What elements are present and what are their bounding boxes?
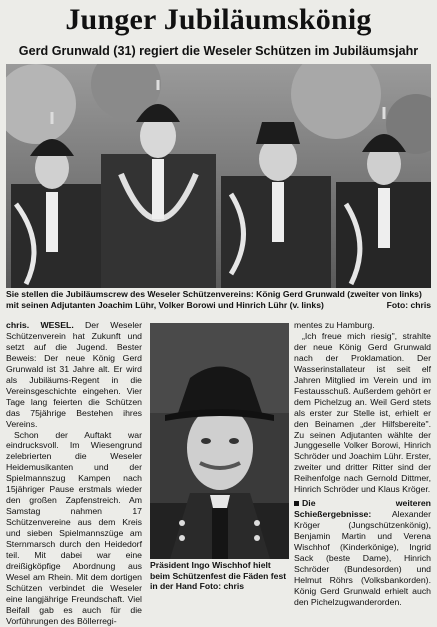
portrait-photo-image xyxy=(150,323,289,559)
paragraph: Schon der Auftakt war eindrucksvoll. Im Wiesengrund zelebrierten die Weseler Heidemusikanten und der Spielmannszug Kampen nach 15jähriger Pause erstmals wieder den großen Zapfenstreich. Am Samstag nahmen 17 Schützenvereine aus dem Kreis und sieben Spielmannszüge am Sternmarsch durch den Heidedorf teil. Mit dabei war eine dreißigköpfige Abordnung aus Wesel am Rhein. Mit dem dortigen Schützen verbindet die Weseler eine langjährige Freundschaft. Viel Beifall gab es auch für die Vorführungen des Böllerregi- xyxy=(6,429,142,626)
group-photo-caption xyxy=(6,289,431,310)
bullet-icon xyxy=(294,501,299,506)
results-heading: Die weiteren Schießergebnisse: xyxy=(294,498,431,520)
paragraph: „Ich freue mich riesig", strahlte der neue König Gerd Grunwald nach der Proklamation. Der Wasserinstallateur ist seit elf Jahren Mitglied im Verein und im Festausschuß. Außerdem gehört er dem Pichelzug an. Weil Gerd stets als erster zur Stelle ist, erhielt er den Beinamen „der Hilfsbereite". Zu seinen Adjutanten wählte der Junggeselle Volker Borowi, Hinrich Schröder und Joachim Lühr. Erster, zweiter und dritter Ritter sind der Reihenfolge nach Gernold Dittmer, Hinrich Schröder und Klaus Kröger. xyxy=(294,330,431,495)
photo-credit: Foto: chris xyxy=(386,299,431,310)
dateline: chris. WESEL. xyxy=(6,320,74,330)
paragraph: mentes zu Hamburg. xyxy=(294,320,375,330)
paragraph xyxy=(6,320,142,430)
results-paragraph xyxy=(294,498,431,608)
paragraph-text: Der Weseler Schützenverein hat Zukunft und setzt auf die Jugend. Bester Beweis: Der neue König Gerd Grunwald ist 31 Jahre alt. Er wird als Jubiläums-Regent in die Vereinsgeschichte eingehen. Vier Tage lang feierten die Schützen das 75jährige Bestehen ihres Vereins. xyxy=(6,320,142,429)
subheadline: Gerd Grunwald (31) regiert die Weseler Schützen im Jubiläumsjahr xyxy=(18,44,419,58)
photo-credit: Foto: chris xyxy=(199,581,245,592)
group-photo-image xyxy=(6,64,431,288)
portrait-photo-caption xyxy=(150,560,289,592)
article-column-3 xyxy=(294,320,431,608)
portrait-photo xyxy=(150,323,289,559)
results-text: Alexander Kröger (Jungschützenkönig), Benjamin Martin und Verena Wischhof (Kinderkönige), Ingrid Sack (beste Dame), Hinrich Schröder (Bundesorden) und Helmut Röhrs (Volksbankorden). König Gerd Grunwald erhielt auch den Pichelzugwanderorden. xyxy=(294,509,431,607)
group-photo xyxy=(6,64,431,288)
caption-text: Präsident Ingo Wischhof hielt beim Schützenfest die Fäden fest in der Hand xyxy=(150,560,287,592)
article-column-1 xyxy=(6,320,142,627)
headline: Junger Jubiläumskönig xyxy=(65,3,372,36)
caption-text: Sie stellen die Jubiläumscrew des Weseler Schützenvereins: König Gerd Grunwald (zweiter von links) mit seinen Adjutanten Joachim Lühr, Volker Borowi und Hinrich Lühr (v. links) xyxy=(6,289,422,310)
